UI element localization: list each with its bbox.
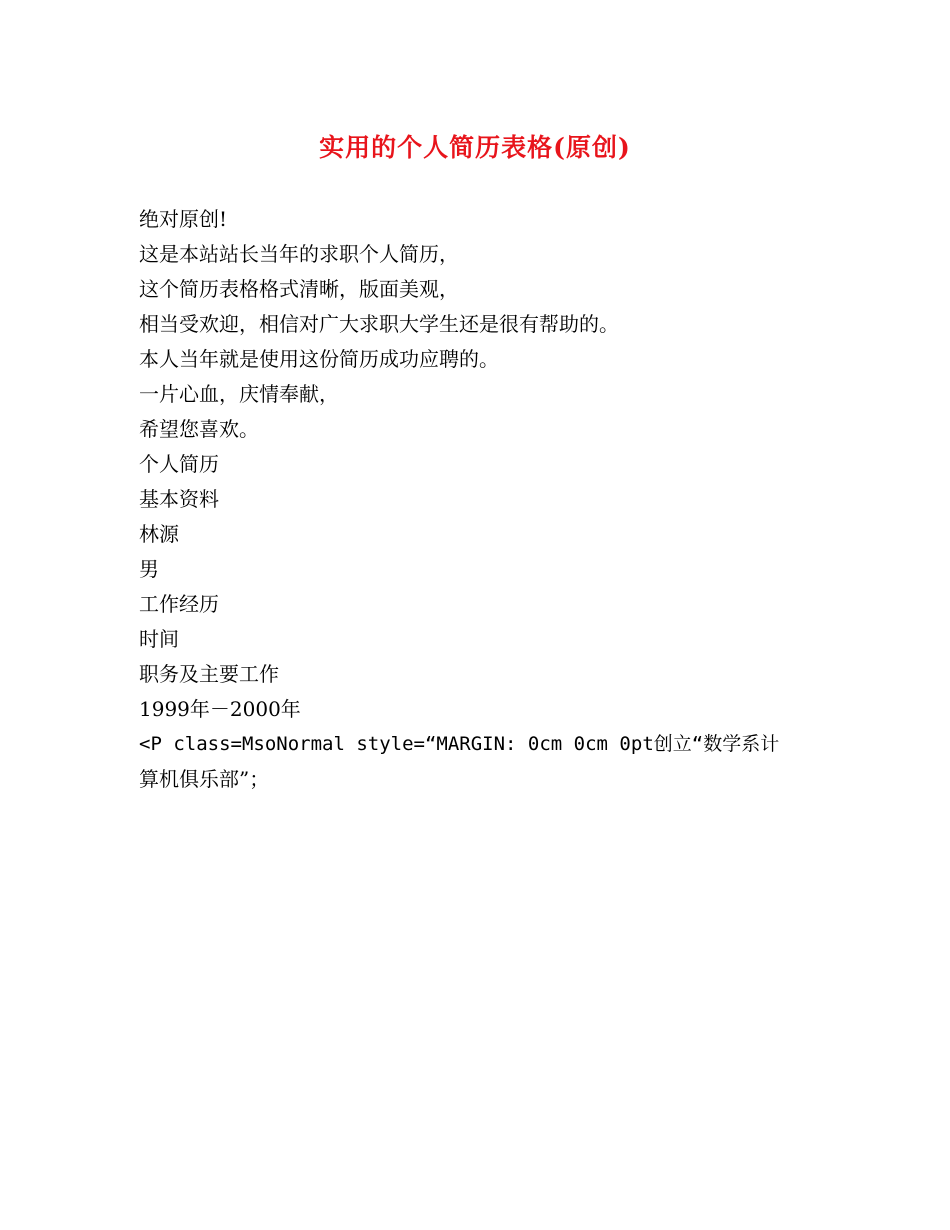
work-experience-heading: 工作经历 [139,592,219,616]
duties-label: 职务及主要工作 [139,662,279,686]
body-line-hope: 希望您喜欢。 [139,417,259,441]
basic-info-heading: 基本资料 [139,487,219,511]
raw-html-line: <P class=MsoNormal style=“MARGIN: 0cm 0cm 0pt创立“数学系计 [139,733,780,755]
date-range: 1999年－2000年 [139,697,301,721]
document-title: 实用的个人简历表格(原创) [319,133,631,162]
body-line-format: 这个简历表格格式清晰，版面美观， [139,277,459,301]
club-line: 算机俱乐部”； [139,767,270,791]
body-line-intro: 这是本站站长当年的求职个人简历， [139,242,459,266]
document-body [139,202,819,797]
name-value: 林源 [139,522,179,546]
body-line-effort: 一片心血，庆情奉献， [139,382,339,406]
body-line-original-statement: 绝对原创! [139,207,228,231]
gender-value: 男 [139,557,159,581]
body-line-popular: 相当受欢迎，相信对广大求职大学生还是很有帮助的。 [139,312,619,336]
resume-heading: 个人简历 [139,452,219,476]
time-label: 时间 [139,627,179,651]
body-line-success: 本人当年就是使用这份简历成功应聘的。 [139,347,499,371]
